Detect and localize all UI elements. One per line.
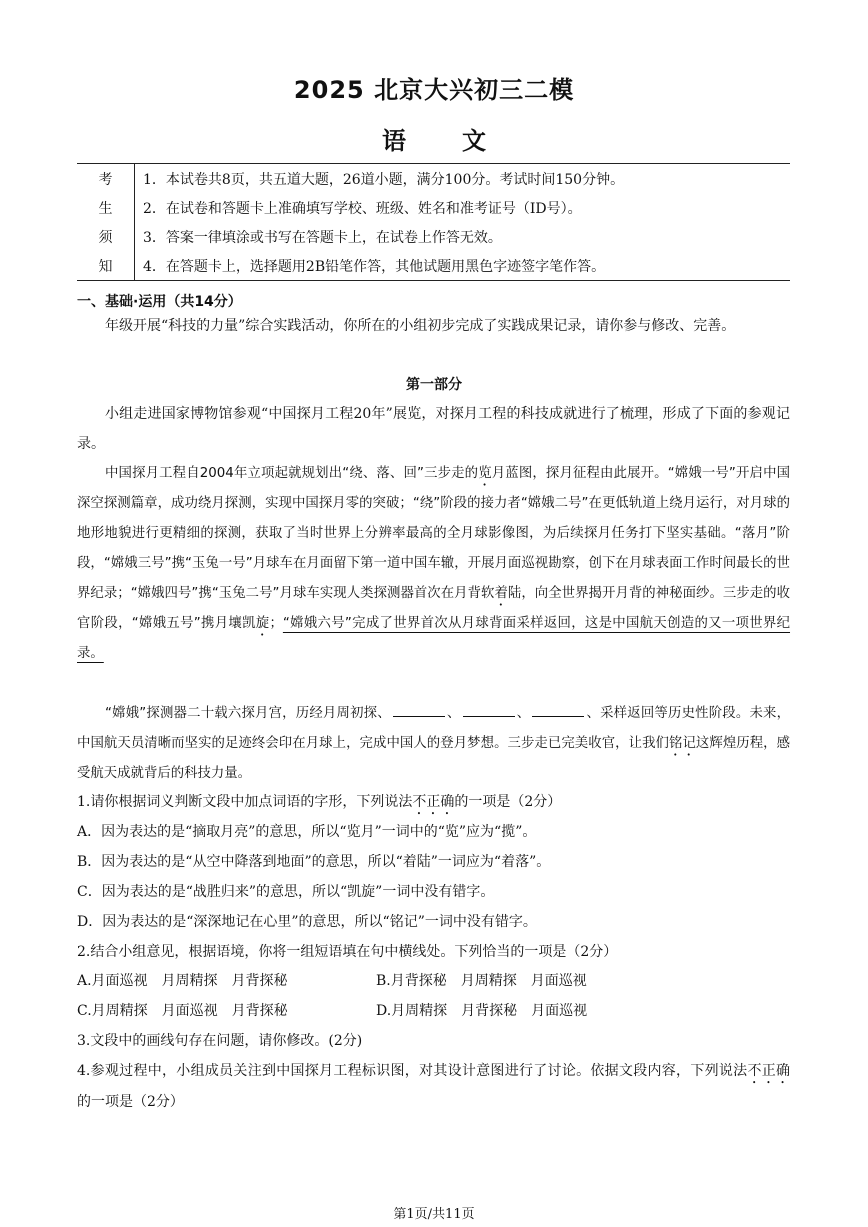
exam-title: 2025 北京大兴初三二模 (293, 76, 575, 104)
passage-text: 月蓝图，探月征程由此展开。“嫦娥一号”开启中国深空探测篇章，成功绕月探测，实现中国探月零的突破；“绕”阶段的接力者“嫦娥二号”在更低轨道上绕月运行，对月球的地形地貌进行更精细的探测，获取了当时世界上分辨率最高的全月球影像图，为后续探月任务打下坚实基础。“落月”阶段，“嫦娥三号”携“玉兔一号”月球车在月面留下第一道中国车辙，开展月面巡视勘察，创下在月球表面工作时间最长的世界纪录；“嫦娥四号”携“玉兔二号”月球车实现人类探测器首次在月背软 (77, 466, 791, 601)
part-title: 第一部分 (406, 377, 462, 393)
intro-paragraph: 年级开展“科技的力量”综合实践活动，你所在的小组初步完成了实践成果记录，请你参与修改、完善。 (105, 318, 736, 334)
passage-text: ； (269, 616, 283, 631)
passage-text: 、 (446, 706, 461, 721)
q1-option-d: D．因为表达的是“深深地记在心里”的意思，所以“铭记”一词中没有错字。 (77, 914, 537, 930)
question-text: 4.参观过程中，小组成员关注到中国探月工程标识图，对其设计意图进行了讨论。依据文段内容，下列说法 (77, 1063, 748, 1079)
answer-blank (463, 702, 515, 717)
q1-option-a: A．因为表达的是“摘取月亮”的意思，所以“览月”一词中的“览”应为“揽”。 (77, 824, 537, 840)
dotted-word: 铭记 (668, 736, 696, 751)
notice-item: 2．在试卷和答题卡上准确填写学校、班级、姓名和准考证号（ID号）。 (143, 200, 582, 217)
q2-option-d: D.月周精探 月背探秘 月面巡视 (376, 1003, 588, 1019)
q2-option-a: A.月面巡视 月周精探 月背探秘 (77, 973, 288, 989)
q1-option-c: C．因为表达的是“战胜归来”的意思，所以“凯旋”一词中没有错字。 (77, 884, 495, 900)
q2-option-c: C.月周精探 月面巡视 月背探秘 (77, 1003, 288, 1019)
underlined-sentence: “嫦娥六号”完成了世界首次从月球背面采样返回，这是中国航天创造的又一项世界纪录。 (77, 616, 791, 661)
passage-text: 陆，向全世界揭开月背的神秘面纱。三步走的收官阶段，“嫦娥五号”携月壤凯 (77, 586, 791, 631)
passage-text: 这辉煌历程，感受航天成就背后的科技力量。 (77, 736, 791, 781)
notice-row (77, 164, 790, 194)
passage-text: 中国探月工程自2004年立项起就规划出“绕、落、回”三步走的 (105, 466, 479, 481)
question-1-stem (77, 787, 561, 818)
passage-paragraph-2 (77, 699, 790, 789)
question-text: 1.请你根据词义判断文段中加点词语的字形，下列说法 (77, 794, 413, 810)
exam-notice-table (77, 163, 790, 281)
question-2-stem: 2.结合小组意见，根据语境，你将一组短语填在句中横线处。下列恰当的一项是（2分） (77, 944, 618, 960)
notice-row (77, 222, 790, 251)
section-heading: 一、基础·运用（共14分） (77, 294, 242, 310)
answer-blank (532, 702, 584, 717)
dotted-word: 不正确 (747, 1063, 791, 1079)
notice-side-char: 知 (77, 251, 135, 281)
question-text: 的一项是（2分） (77, 1094, 184, 1110)
q1-option-b: B．因为表达的是“从空中降落到地面”的意思，所以“着陆”一词应为“着落”。 (77, 854, 551, 870)
passage-text: 、 (516, 706, 531, 721)
dotted-word: 不正确 (412, 794, 455, 810)
q2-option-b: B.月背探秘 月周精探 月面巡视 (376, 973, 587, 989)
notice-item: 1．本试卷共8页，共五道大题，26道小题，满分100分。考试时间150分钟。 (143, 171, 625, 188)
dotted-word: 览 (478, 466, 492, 481)
question-text: 的一项是（2分） (454, 794, 562, 810)
dotted-word: 旋 (255, 616, 270, 631)
notice-row (77, 193, 790, 222)
notice-row (77, 251, 790, 281)
notice-item: 4．在答题卡上，选择题用2B铅笔作答，其他试题用黑色字迹签字笔作答。 (143, 258, 606, 275)
page-footer: 第1页/共11页 (393, 1207, 475, 1222)
notice-side-char: 须 (77, 222, 135, 251)
question-4-stem (77, 1056, 790, 1117)
subject-char-1: 语 (382, 127, 406, 155)
notice-side-char: 考 (77, 164, 135, 194)
answer-blank (393, 702, 445, 717)
subject-char-2: 文 (462, 127, 486, 155)
notice-item: 3．答案一律填涂或书写在答题卡上，在试卷上作答无效。 (143, 229, 502, 246)
part-intro-paragraph: 小组走进国家博物馆参观“中国探月工程20年”展览，对探月工程的科技成就进行了梳理，形成了下面的参观记录。 (77, 406, 790, 452)
passage-text: “嫦娥”探测器二十载六探月宫，历经月周初探、 (105, 706, 391, 721)
subject-title (0, 121, 868, 156)
question-3-stem: 3.文段中的画线句存在问题，请你修改。(2分) (77, 1033, 363, 1049)
passage-text: 、采样返回等历史性阶段。未来，中国航天员清晰而坚实的足迹终会印在月球上，完成中国人的登月梦想。三步走已完美收官，让我们 (77, 706, 791, 751)
notice-side-char: 生 (77, 193, 135, 222)
dotted-word: 着 (494, 586, 508, 601)
passage-paragraph (77, 459, 790, 669)
